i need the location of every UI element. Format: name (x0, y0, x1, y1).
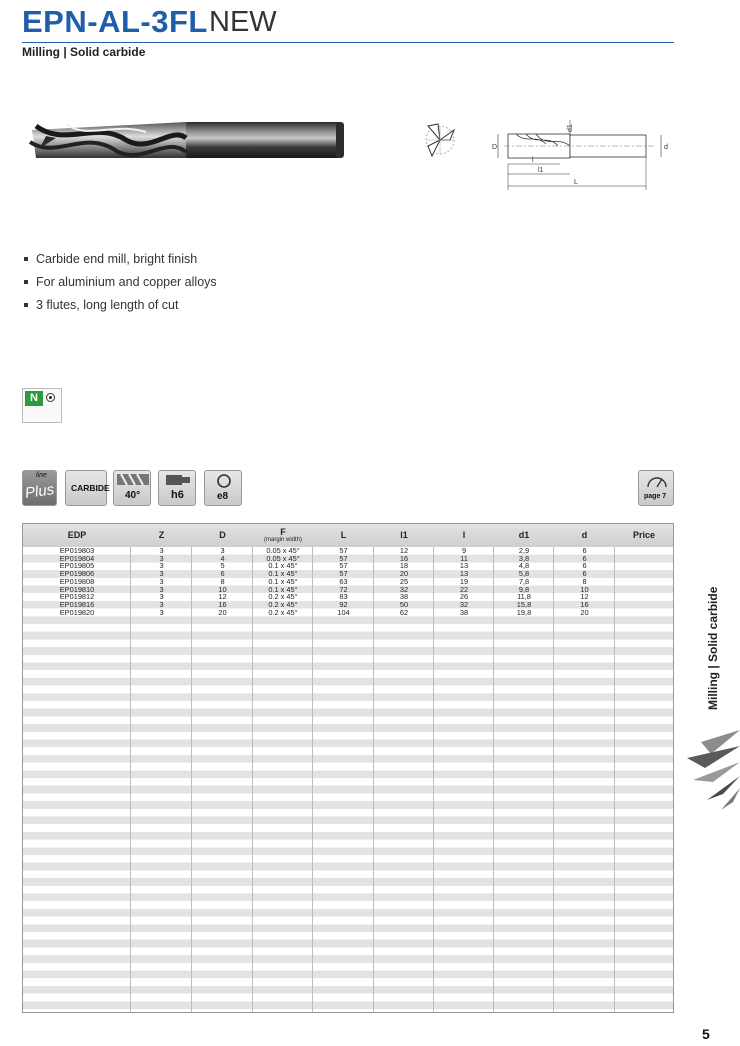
cell-edp: EP019810 (59, 584, 95, 594)
col-header-l1: l1 (400, 530, 408, 540)
cell-l1: 38 (399, 592, 409, 602)
new-badge: NEW (209, 6, 277, 38)
cell-price (615, 586, 673, 594)
cell-edp: EP019804 (59, 553, 95, 563)
page-number: 5 (702, 1026, 710, 1042)
cell-d: 16 (580, 599, 589, 609)
cell-D: 16 (218, 599, 227, 609)
dim-label-l: l (532, 157, 534, 164)
cell-L: 57 (339, 553, 348, 563)
cell-z: 3 (159, 561, 164, 571)
side-section-label: Milling | Solid carbide (706, 586, 720, 710)
cell-L: 63 (339, 576, 348, 586)
cell-f: 0.05 x 45° (266, 546, 300, 555)
table-row (23, 570, 673, 578)
cell-D: 5 (220, 561, 225, 571)
cutting-tolerance-icon: e8 (204, 470, 242, 506)
cell-edp: EP019808 (59, 576, 95, 586)
cell-L: 57 (339, 561, 348, 571)
table-row (23, 562, 673, 570)
cell-d: 10 (580, 584, 589, 594)
shank-tolerance-icon: h6 (158, 470, 196, 506)
cell-z: 3 (159, 584, 164, 594)
cell-f: 0.1 x 45° (268, 576, 298, 586)
cell-d1: 7,8 (518, 576, 530, 586)
cutting-data-page-link[interactable]: page 7 (638, 470, 674, 506)
cell-edp: EP019806 (59, 569, 95, 579)
cell-f: 0.1 x 45° (268, 584, 298, 594)
cell-d1: 9,8 (518, 584, 530, 594)
title-divider (22, 42, 674, 43)
table-row (23, 609, 673, 617)
cell-L: 57 (339, 546, 348, 555)
cell-z: 3 (159, 576, 164, 586)
cell-edp: EP019803 (59, 546, 95, 555)
cell-z: 3 (159, 553, 164, 563)
cell-l: 13 (459, 569, 469, 579)
cell-f: 0.2 x 45° (268, 599, 298, 609)
cell-l: 11 (460, 553, 468, 563)
cell-l: 32 (459, 599, 469, 609)
spec-table (23, 524, 673, 616)
product-title: EPN-AL-3FL (22, 4, 208, 39)
table-row (23, 586, 673, 594)
gauge-icon (646, 473, 668, 489)
cell-d1: 19,8 (516, 607, 532, 617)
cell-d1: 11,8 (517, 592, 531, 602)
cell-price (615, 555, 673, 563)
cell-edp: EP019820 (59, 607, 95, 617)
cell-price (615, 578, 673, 586)
cell-price (615, 547, 673, 555)
col-header-f (253, 524, 313, 547)
helix-flute-icon (117, 473, 149, 487)
cell-d: 6 (582, 561, 587, 571)
side-cutter-icon (681, 720, 740, 810)
table-row (23, 555, 673, 563)
carbide-icon: CARBIDE (65, 470, 107, 506)
cell-L: 83 (339, 592, 348, 602)
table-header-row (23, 524, 673, 547)
col-header-d: d (581, 530, 588, 540)
cell-L: 57 (339, 569, 348, 579)
feature-list (24, 247, 217, 316)
cell-price (615, 570, 673, 578)
cell-price (615, 562, 673, 570)
cell-l: 9 (461, 546, 467, 555)
shank-icon (166, 473, 190, 487)
feature-item: For aluminium and copper alloys (24, 270, 217, 293)
dim-label-d: d (664, 144, 668, 151)
cell-L: 104 (337, 607, 350, 617)
bullet-icon (24, 257, 28, 261)
end-view-drawing (416, 118, 464, 162)
cell-z: 3 (159, 599, 164, 609)
cell-z: 3 (159, 569, 164, 579)
col-header-L: L (340, 530, 347, 540)
table-row (23, 593, 673, 601)
cell-l: 22 (459, 584, 469, 594)
plus-line-icon: line Plus (22, 470, 57, 506)
cell-d: 12 (580, 592, 589, 602)
cell-D: 12 (218, 592, 227, 602)
material-group-n: N (25, 391, 43, 406)
cell-f: 0.1 x 45° (268, 569, 298, 579)
cell-d1: 5,8 (518, 569, 530, 579)
bullet-icon (24, 280, 28, 284)
category-subtitle: Milling | Solid carbide (22, 45, 146, 59)
cell-D: 6 (220, 569, 225, 579)
bullet-icon (24, 303, 28, 307)
cell-l1: 32 (399, 584, 409, 594)
col-header-z: Z (158, 530, 165, 540)
cell-d: 20 (580, 607, 589, 617)
cell-z: 3 (159, 592, 164, 602)
cell-l1: 20 (399, 569, 409, 579)
cell-l1: 16 (399, 553, 409, 563)
dim-label-D: D (492, 144, 498, 151)
cell-d: 8 (582, 576, 587, 586)
cell-z: 3 (159, 607, 164, 617)
cell-f: 0.05 x 45° (266, 553, 300, 563)
cell-z: 3 (159, 546, 164, 555)
cell-d: 6 (582, 569, 587, 579)
cell-D: 4 (220, 553, 225, 563)
cell-l1: 25 (399, 576, 409, 586)
col-header-f-label: F (280, 526, 286, 537)
material-suitability (22, 388, 62, 423)
table-row (23, 578, 673, 586)
cell-d1: 3,8 (518, 553, 530, 563)
cell-D: 3 (220, 546, 225, 555)
table-row (23, 547, 673, 555)
col-header-edp: EDP (67, 530, 87, 540)
cell-f: 0.1 x 45° (268, 561, 298, 571)
dim-label-L: L (574, 179, 578, 186)
cell-l1: 50 (399, 599, 409, 609)
cell-edp: EP019816 (59, 599, 95, 609)
cell-d: 6 (582, 546, 587, 555)
feature-item: 3 flutes, long length of cut (24, 293, 217, 316)
cell-edp: EP019805 (59, 561, 95, 571)
cell-d1: 2,9 (518, 546, 530, 555)
cell-d: 6 (582, 553, 587, 563)
cell-l: 19 (459, 576, 469, 586)
cell-D: 20 (218, 607, 227, 617)
cell-f: 0.2 x 45° (268, 607, 298, 617)
cell-edp: EP019812 (59, 592, 95, 602)
recommended-dot-icon (46, 393, 55, 402)
helix-angle-icon: 40° (113, 470, 151, 506)
cell-price (615, 601, 673, 609)
end-mill-photo (26, 118, 348, 166)
cell-d1: 4,8 (518, 561, 530, 571)
col-header-price: Price (632, 530, 656, 540)
cell-l1: 12 (399, 546, 409, 555)
col-header-D: D (219, 530, 226, 540)
cell-l: 13 (459, 561, 469, 571)
cell-price (615, 593, 673, 601)
circle-tolerance-icon (216, 473, 232, 489)
specification-table (22, 523, 674, 1013)
cell-l: 26 (459, 592, 469, 602)
feature-item: Carbide end mill, bright finish (24, 247, 217, 270)
cell-L: 92 (339, 599, 348, 609)
cell-D: 10 (218, 584, 227, 594)
dim-label-l1: l1 (538, 167, 544, 174)
cell-L: 72 (339, 584, 348, 594)
col-header-d1: d1 (518, 530, 530, 540)
cell-f: 0.2 x 45° (268, 592, 298, 602)
cell-D: 8 (220, 576, 225, 586)
cell-price (615, 609, 673, 617)
cell-l1: 18 (399, 561, 409, 571)
cell-l: 38 (459, 607, 469, 617)
dim-label-d1: d1 (567, 124, 574, 132)
cell-l1: 62 (399, 607, 409, 617)
col-header-l: l (462, 530, 466, 540)
col-header-f-sub: (margin width) (263, 536, 302, 543)
dimension-drawing (486, 112, 686, 194)
cell-d1: 15,8 (516, 599, 532, 609)
